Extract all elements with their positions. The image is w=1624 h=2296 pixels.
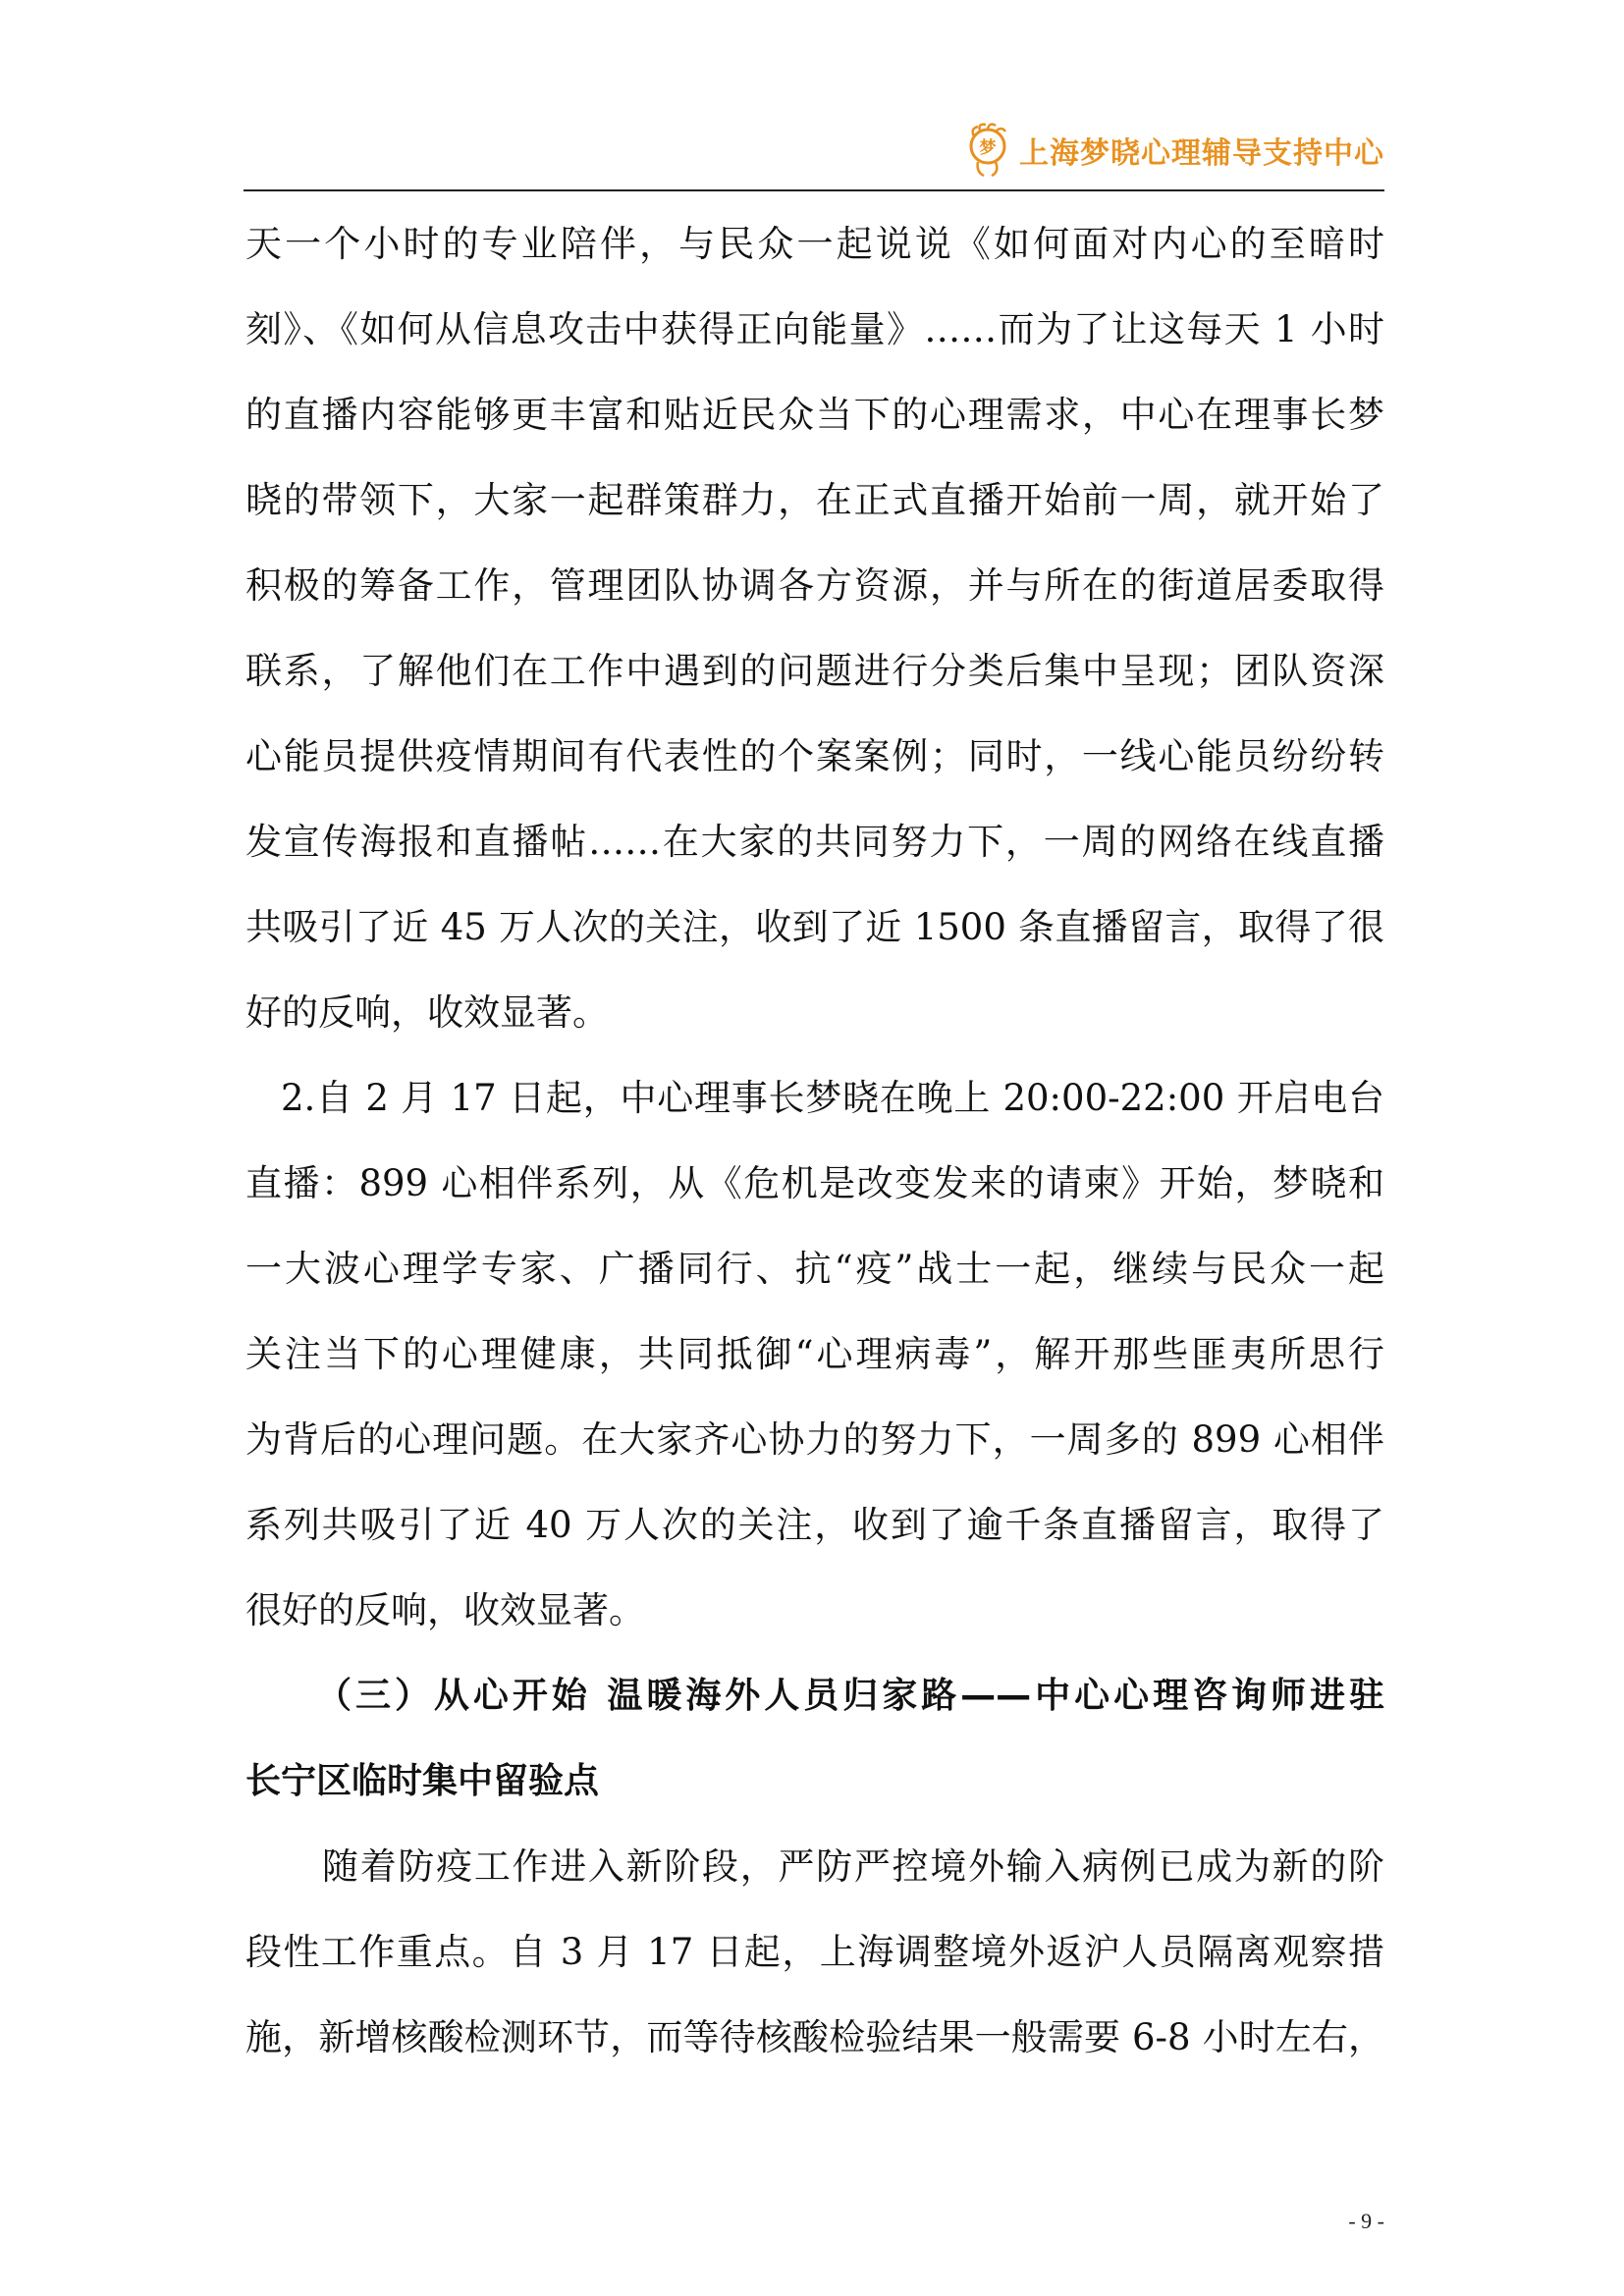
- logo-icon: [966, 123, 1013, 178]
- text-line: 好的反响，收效显著。: [245, 991, 609, 1034]
- paragraph-first-line: 随着防疫工作进入新阶段，严防严控境外输入病例已成为新的阶: [322, 1845, 1384, 1888]
- text-line: 联系，了解他们在工作中遇到的问题进行分类后集中呈现；团队资深: [245, 650, 1384, 692]
- paragraph-first-line: 2.自 2 月 17 日起，中心理事长梦晓在晚上 20:00-22:00 开启电台: [281, 1077, 1384, 1119]
- section-heading: （三）从心开始 温暖海外人员归家路——中心心理咨询师进驻: [316, 1676, 1384, 1716]
- text-line: 刻》、《如何从信息攻击中获得正向能量》……而为了让这每天 1 小时: [245, 308, 1384, 350]
- document-body: [245, 201, 1384, 2080]
- text-line: 关注当下的心理健康，共同抵御“心理病毒”，解开那些匪夷所思行: [245, 1333, 1384, 1375]
- text-line: 直播：899 心相伴系列，从《危机是改变发来的请柬》开始，梦晓和: [245, 1162, 1384, 1204]
- section-heading-cont: 长宁区临时集中留验点: [245, 1761, 600, 1801]
- organization-name: 上海梦晓心理辅导支持中心: [1019, 136, 1384, 171]
- page-header: [244, 108, 1384, 192]
- text-line: 积极的筹备工作，管理团队协调各方资源，并与所在的街道居委取得: [245, 564, 1384, 607]
- text-line: 段性工作重点。自 3 月 17 日起，上海调整境外返沪人员隔离观察措: [245, 1931, 1384, 1973]
- text-line: 很好的反响，收效显著。: [245, 1589, 645, 1631]
- text-line: 为背后的心理问题。在大家齐心协力的努力下，一周多的 899 心相伴: [245, 1418, 1384, 1461]
- text-line: 一大波心理学专家、广播同行、抗“疫”战士一起，继续与民众一起: [245, 1248, 1384, 1290]
- text-line: 天一个小时的专业陪伴，与民众一起说说《如何面对内心的至暗时: [245, 223, 1384, 265]
- text-line: 心能员提供疫情期间有代表性的个案案例；同时，一线心能员纷纷转: [245, 735, 1384, 777]
- text-line: 施，新增核酸检测环节，而等待核酸检验结果一般需要 6-8 小时左右，: [245, 2016, 1384, 2058]
- text-line: 系列共吸引了近 40 万人次的关注，收到了逾千条直播留言，取得了: [245, 1504, 1384, 1546]
- org-logo: [966, 116, 1384, 185]
- text-line: 发宣传海报和直播帖……在大家的共同努力下，一周的网络在线直播: [245, 821, 1384, 863]
- text-line: 的直播内容能够更丰富和贴近民众当下的心理需求，中心在理事长梦: [245, 394, 1384, 436]
- text-line: 晓的带领下，大家一起群策群力，在正式直播开始前一周，就开始了: [245, 479, 1384, 521]
- header-divider: [244, 189, 1384, 191]
- page-number: - 9 -: [1348, 2209, 1384, 2233]
- text-line: 共吸引了近 45 万人次的关注，收到了近 1500 条直播留言，取得了很: [245, 906, 1384, 948]
- logo-text: 梦: [979, 138, 997, 158]
